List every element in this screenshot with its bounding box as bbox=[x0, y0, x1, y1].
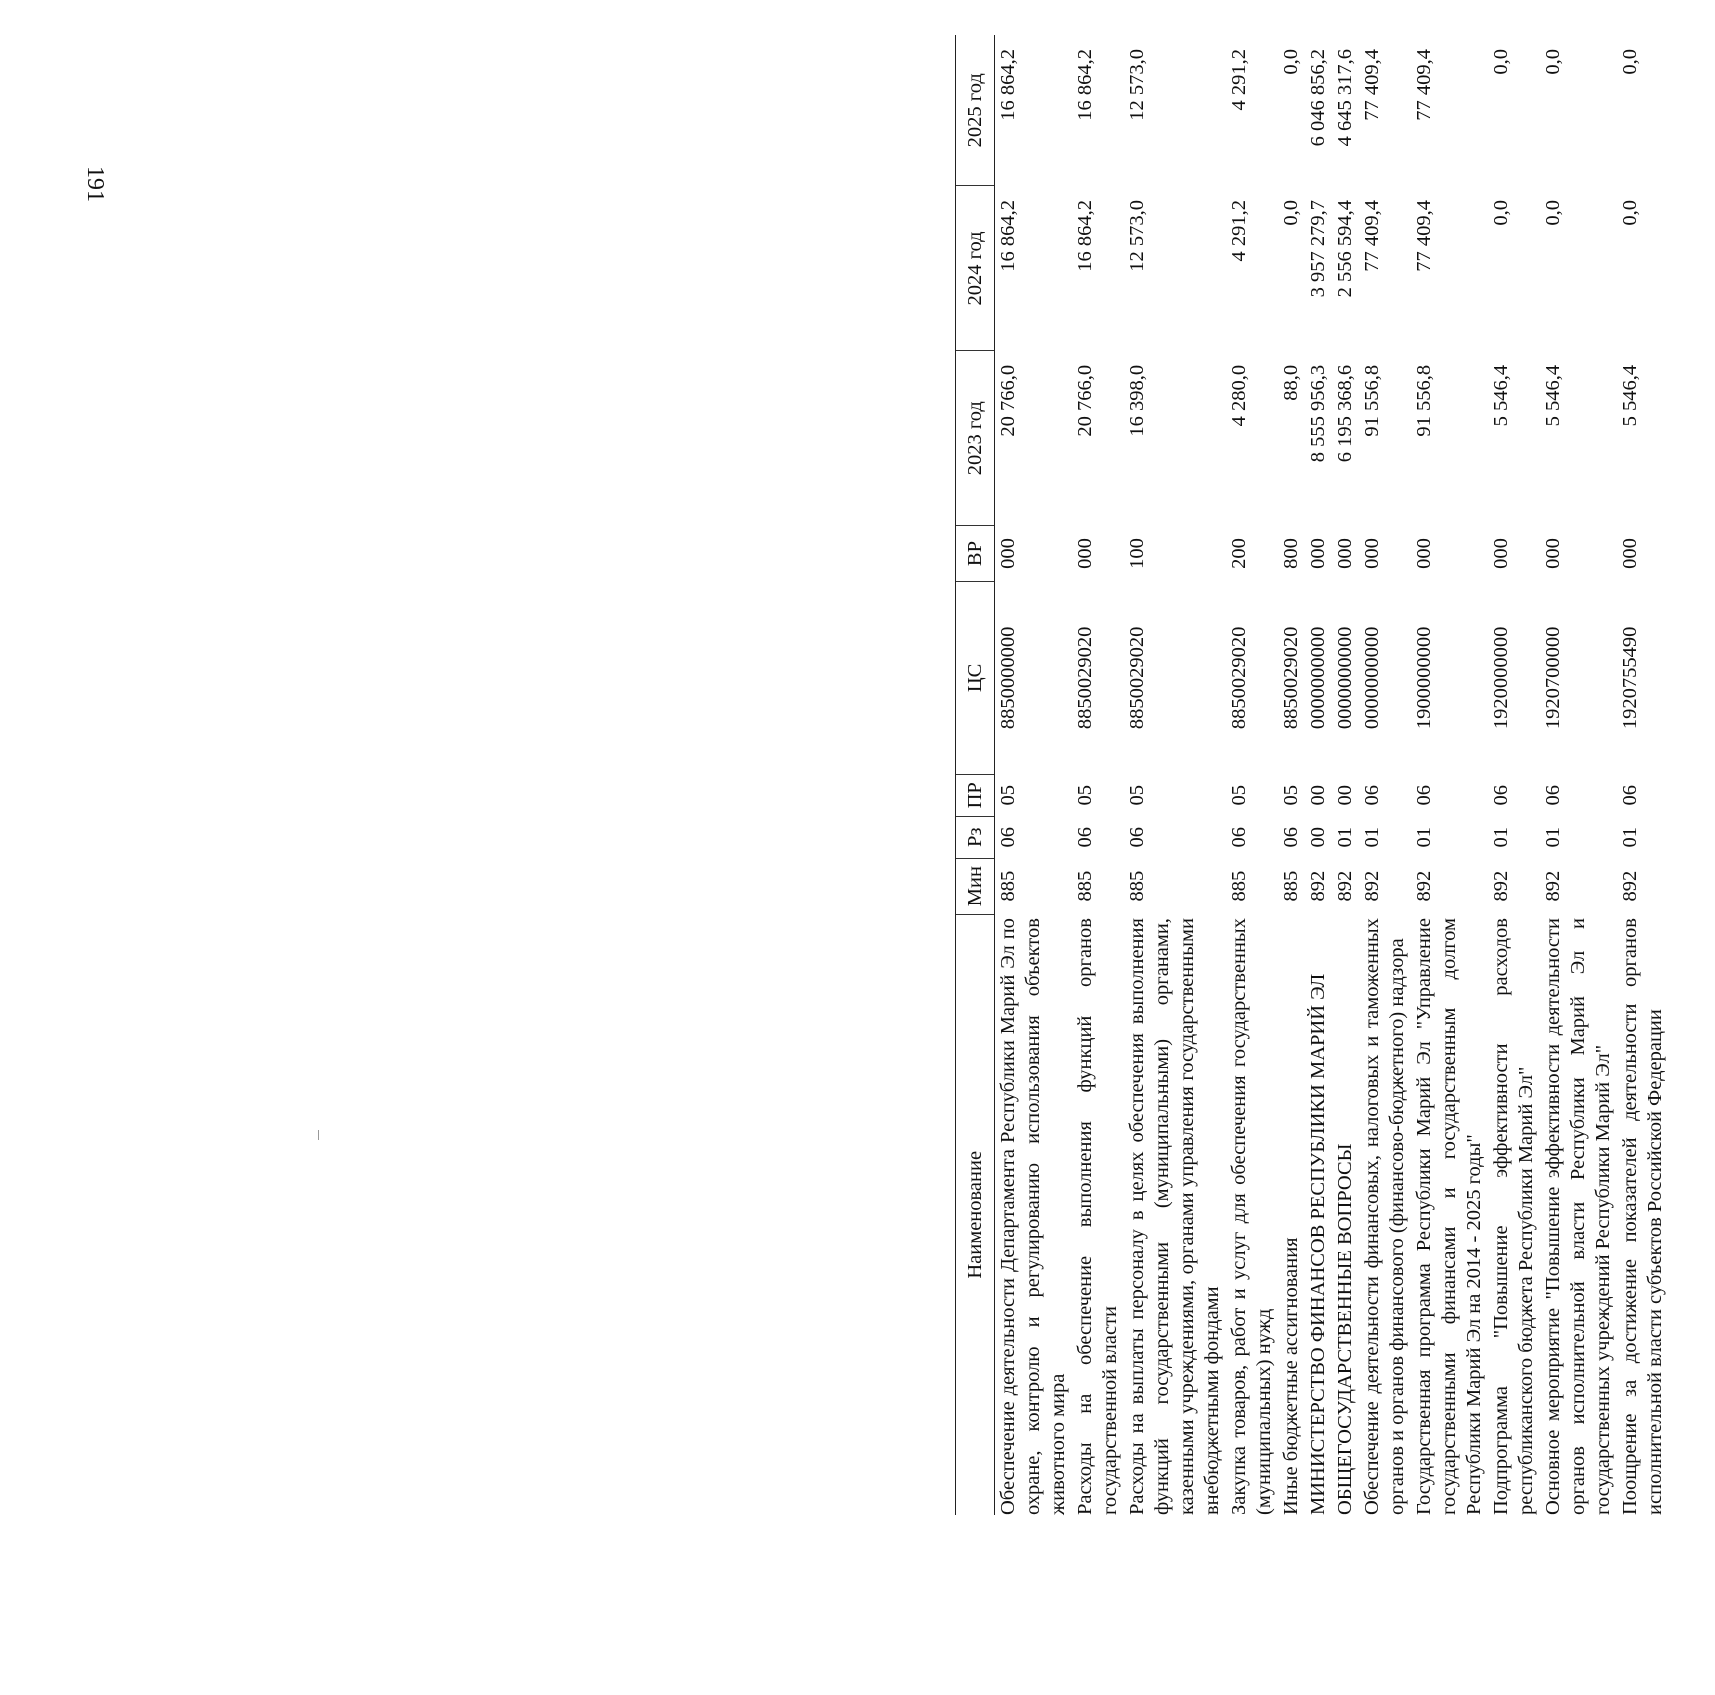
cell-vr: 000 bbox=[1619, 538, 1641, 569]
cell-2025: 4 645 317,6 bbox=[1334, 49, 1356, 147]
rotated-table-page bbox=[955, 35, 1715, 1515]
cell-vr: 800 bbox=[1280, 538, 1302, 569]
margin-mark bbox=[318, 1130, 319, 1140]
cell-name: Поощрение за достижение показателей деятельности органов исполнительной власти субъектов Российской Федерации bbox=[1619, 918, 1666, 1515]
cell-pr: 05 bbox=[1280, 785, 1302, 806]
header-cs: ЦС bbox=[956, 581, 995, 774]
cell-vr: 000 bbox=[1542, 538, 1564, 569]
cell-2024: 0,0 bbox=[1619, 199, 1641, 226]
cell-vr: 000 bbox=[1490, 538, 1512, 569]
table-row bbox=[1278, 35, 1305, 1515]
cell-rz: 00 bbox=[1307, 826, 1329, 848]
cell-pr: 06 bbox=[1361, 785, 1383, 806]
cell-vr: 000 bbox=[1074, 538, 1096, 569]
cell-cs: 1920755490 bbox=[1619, 626, 1641, 730]
cell-2023: 5 546,4 bbox=[1619, 364, 1641, 427]
cell-name: ОБЩЕГОСУДАРСТВЕННЫЕ ВОПРОСЫ bbox=[1334, 1143, 1356, 1515]
table-row bbox=[1072, 35, 1124, 1515]
header-pr: ПР bbox=[956, 774, 995, 816]
header-2023: 2023 год bbox=[956, 351, 995, 526]
cell-name: МИНИСТЕРСТВО ФИНАНСОВ РЕСПУБЛИКИ МАРИЙ ЭЛ bbox=[1307, 973, 1329, 1515]
cell-2023: 88,0 bbox=[1280, 364, 1302, 401]
cell-2024: 12 573,0 bbox=[1126, 199, 1148, 272]
cell-rz: 06 bbox=[1228, 826, 1250, 848]
header-vr: ВР bbox=[956, 526, 995, 582]
cell-2024: 16 864,2 bbox=[997, 199, 1019, 272]
cell-min: 892 bbox=[1413, 870, 1435, 902]
cell-rz: 06 bbox=[1074, 826, 1096, 848]
cell-vr: 100 bbox=[1126, 538, 1148, 569]
cell-2024: 4 291,2 bbox=[1228, 199, 1250, 262]
cell-2023: 5 546,4 bbox=[1542, 364, 1564, 427]
cell-2023: 4 280,0 bbox=[1228, 364, 1250, 427]
header-2024: 2024 год bbox=[956, 186, 995, 351]
cell-cs: 8850000000 bbox=[997, 626, 1019, 730]
cell-2025: 16 864,2 bbox=[997, 49, 1019, 121]
cell-name: Расходы на обеспечение выполнения функций органов государственной власти bbox=[1074, 918, 1121, 1515]
table-row bbox=[1124, 35, 1226, 1515]
cell-name: Закупка товаров, работ и услуг для обеспечения государственных (муниципальных) нужд bbox=[1228, 918, 1275, 1515]
cell-cs: 0000000000 bbox=[1307, 626, 1329, 730]
cell-cs: 8850029020 bbox=[1228, 626, 1250, 730]
cell-name: Иные бюджетные ассигнования bbox=[1280, 1237, 1302, 1515]
cell-pr: 05 bbox=[1126, 785, 1148, 806]
cell-rz: 01 bbox=[1361, 826, 1383, 848]
cell-min: 892 bbox=[1361, 870, 1383, 902]
cell-2023: 91 556,8 bbox=[1361, 364, 1383, 437]
cell-name: Расходы на выплаты персоналу в целях обеспечения выполнения функций государственными (муниципальными) органами, казенными учреждениями, органами управления государственными внебюджетными фондами bbox=[1126, 918, 1223, 1515]
table-row bbox=[995, 35, 1073, 1515]
cell-2023: 8 555 956,3 bbox=[1307, 364, 1329, 463]
table-row bbox=[1540, 35, 1617, 1515]
cell-2024: 77 409,4 bbox=[1361, 199, 1383, 272]
cell-2023: 6 195 368,6 bbox=[1334, 364, 1356, 463]
cell-2025: 12 573,0 bbox=[1126, 49, 1148, 121]
cell-pr: 00 bbox=[1307, 785, 1329, 806]
cell-pr: 06 bbox=[1619, 785, 1641, 806]
cell-pr: 05 bbox=[1074, 785, 1096, 806]
cell-pr: 06 bbox=[1490, 785, 1512, 806]
cell-2025: 6 046 856,2 bbox=[1307, 49, 1329, 147]
header-name: Наименование bbox=[956, 914, 995, 1515]
cell-rz: 06 bbox=[1126, 826, 1148, 848]
cell-min: 892 bbox=[1307, 870, 1329, 902]
cell-vr: 000 bbox=[1334, 538, 1356, 569]
cell-rz: 01 bbox=[1490, 826, 1512, 848]
table-row bbox=[1332, 35, 1359, 1515]
header-2025: 2025 год bbox=[956, 35, 995, 186]
cell-2025: 0,0 bbox=[1542, 49, 1564, 75]
cell-vr: 000 bbox=[1307, 538, 1329, 569]
cell-cs: 8850029020 bbox=[1074, 626, 1096, 730]
cell-min: 892 bbox=[1619, 870, 1641, 902]
table-row bbox=[1305, 35, 1332, 1515]
cell-pr: 05 bbox=[1228, 785, 1250, 806]
table-header-row bbox=[956, 35, 995, 1515]
cell-2024: 0,0 bbox=[1280, 199, 1302, 226]
cell-vr: 000 bbox=[1361, 538, 1383, 569]
cell-min: 885 bbox=[1074, 870, 1096, 902]
cell-cs: 1920700000 bbox=[1542, 626, 1564, 730]
cell-2024: 2 556 594,4 bbox=[1334, 199, 1356, 298]
budget-table bbox=[955, 35, 1669, 1515]
page-number: 191 bbox=[82, 166, 108, 202]
cell-2023: 20 766,0 bbox=[997, 364, 1019, 437]
header-rz: Рз bbox=[956, 816, 995, 858]
cell-vr: 200 bbox=[1228, 538, 1250, 569]
cell-cs: 1920000000 bbox=[1490, 626, 1512, 730]
cell-pr: 06 bbox=[1413, 785, 1435, 806]
cell-vr: 000 bbox=[1413, 538, 1435, 569]
cell-cs: 8850029020 bbox=[1280, 626, 1302, 730]
cell-vr: 000 bbox=[997, 538, 1019, 569]
cell-pr: 06 bbox=[1542, 785, 1564, 806]
header-min: Мин bbox=[956, 858, 995, 914]
cell-min: 892 bbox=[1542, 870, 1564, 902]
cell-pr: 00 bbox=[1334, 785, 1356, 806]
table-row bbox=[1411, 35, 1488, 1515]
cell-2025: 4 291,2 bbox=[1228, 49, 1250, 111]
cell-2024: 0,0 bbox=[1490, 199, 1512, 226]
cell-2025: 0,0 bbox=[1619, 49, 1641, 75]
cell-rz: 01 bbox=[1542, 826, 1564, 848]
cell-2025: 16 864,2 bbox=[1074, 49, 1096, 121]
cell-2023: 20 766,0 bbox=[1074, 364, 1096, 437]
cell-min: 885 bbox=[1280, 870, 1302, 902]
cell-min: 892 bbox=[1490, 870, 1512, 902]
cell-name: Обеспечение деятельности Департамента Республики Марий Эл по охране, контролю и регулированию использования объектов животного мира bbox=[997, 918, 1069, 1515]
cell-2024: 3 957 279,7 bbox=[1307, 199, 1329, 298]
cell-2025: 0,0 bbox=[1490, 49, 1512, 75]
cell-min: 885 bbox=[997, 870, 1019, 902]
cell-min: 885 bbox=[1228, 870, 1250, 902]
cell-min: 885 bbox=[1126, 870, 1148, 902]
table-row bbox=[1359, 35, 1411, 1515]
cell-2023: 16 398,0 bbox=[1126, 364, 1148, 437]
cell-rz: 06 bbox=[997, 826, 1019, 848]
cell-min: 892 bbox=[1334, 870, 1356, 902]
cell-cs: 0000000000 bbox=[1334, 626, 1356, 730]
cell-2025: 77 409,4 bbox=[1413, 49, 1435, 121]
table-row bbox=[1226, 35, 1278, 1515]
cell-cs: 0000000000 bbox=[1361, 626, 1383, 730]
cell-2024: 77 409,4 bbox=[1413, 199, 1435, 272]
table-row bbox=[1617, 35, 1669, 1515]
cell-pr: 05 bbox=[997, 785, 1019, 806]
cell-rz: 01 bbox=[1413, 826, 1435, 848]
cell-rz: 01 bbox=[1334, 826, 1356, 848]
cell-name: Обеспечение деятельности финансовых, налоговых и таможенных органов и органов финансового (финансово-бюджетного) надзора bbox=[1361, 918, 1408, 1515]
cell-rz: 01 bbox=[1619, 826, 1641, 848]
cell-2024: 16 864,2 bbox=[1074, 199, 1096, 272]
cell-name: Основное мероприятие "Повышение эффективности деятельности органов исполнительной власти Республики Марий Эл и государственных учреждений Республики Марий Эл" bbox=[1542, 918, 1614, 1515]
cell-2025: 0,0 bbox=[1280, 49, 1302, 75]
table-row bbox=[1488, 35, 1540, 1515]
cell-rz: 06 bbox=[1280, 826, 1302, 848]
cell-2023: 5 546,4 bbox=[1490, 364, 1512, 427]
cell-2023: 91 556,8 bbox=[1413, 364, 1435, 437]
cell-name: Государственная программа Республики Марий Эл "Управление государственными финансами и государственным долгом Республики Марий Эл на 2014 - 2025 годы" bbox=[1413, 918, 1485, 1515]
cell-name: Подпрограмма "Повышение эффективности расходов республиканского бюджета Республики Марий Эл" bbox=[1490, 918, 1537, 1515]
cell-cs: 8850029020 bbox=[1126, 626, 1148, 730]
cell-2025: 77 409,4 bbox=[1361, 49, 1383, 121]
cell-2024: 0,0 bbox=[1542, 199, 1564, 226]
cell-cs: 1900000000 bbox=[1413, 626, 1435, 730]
